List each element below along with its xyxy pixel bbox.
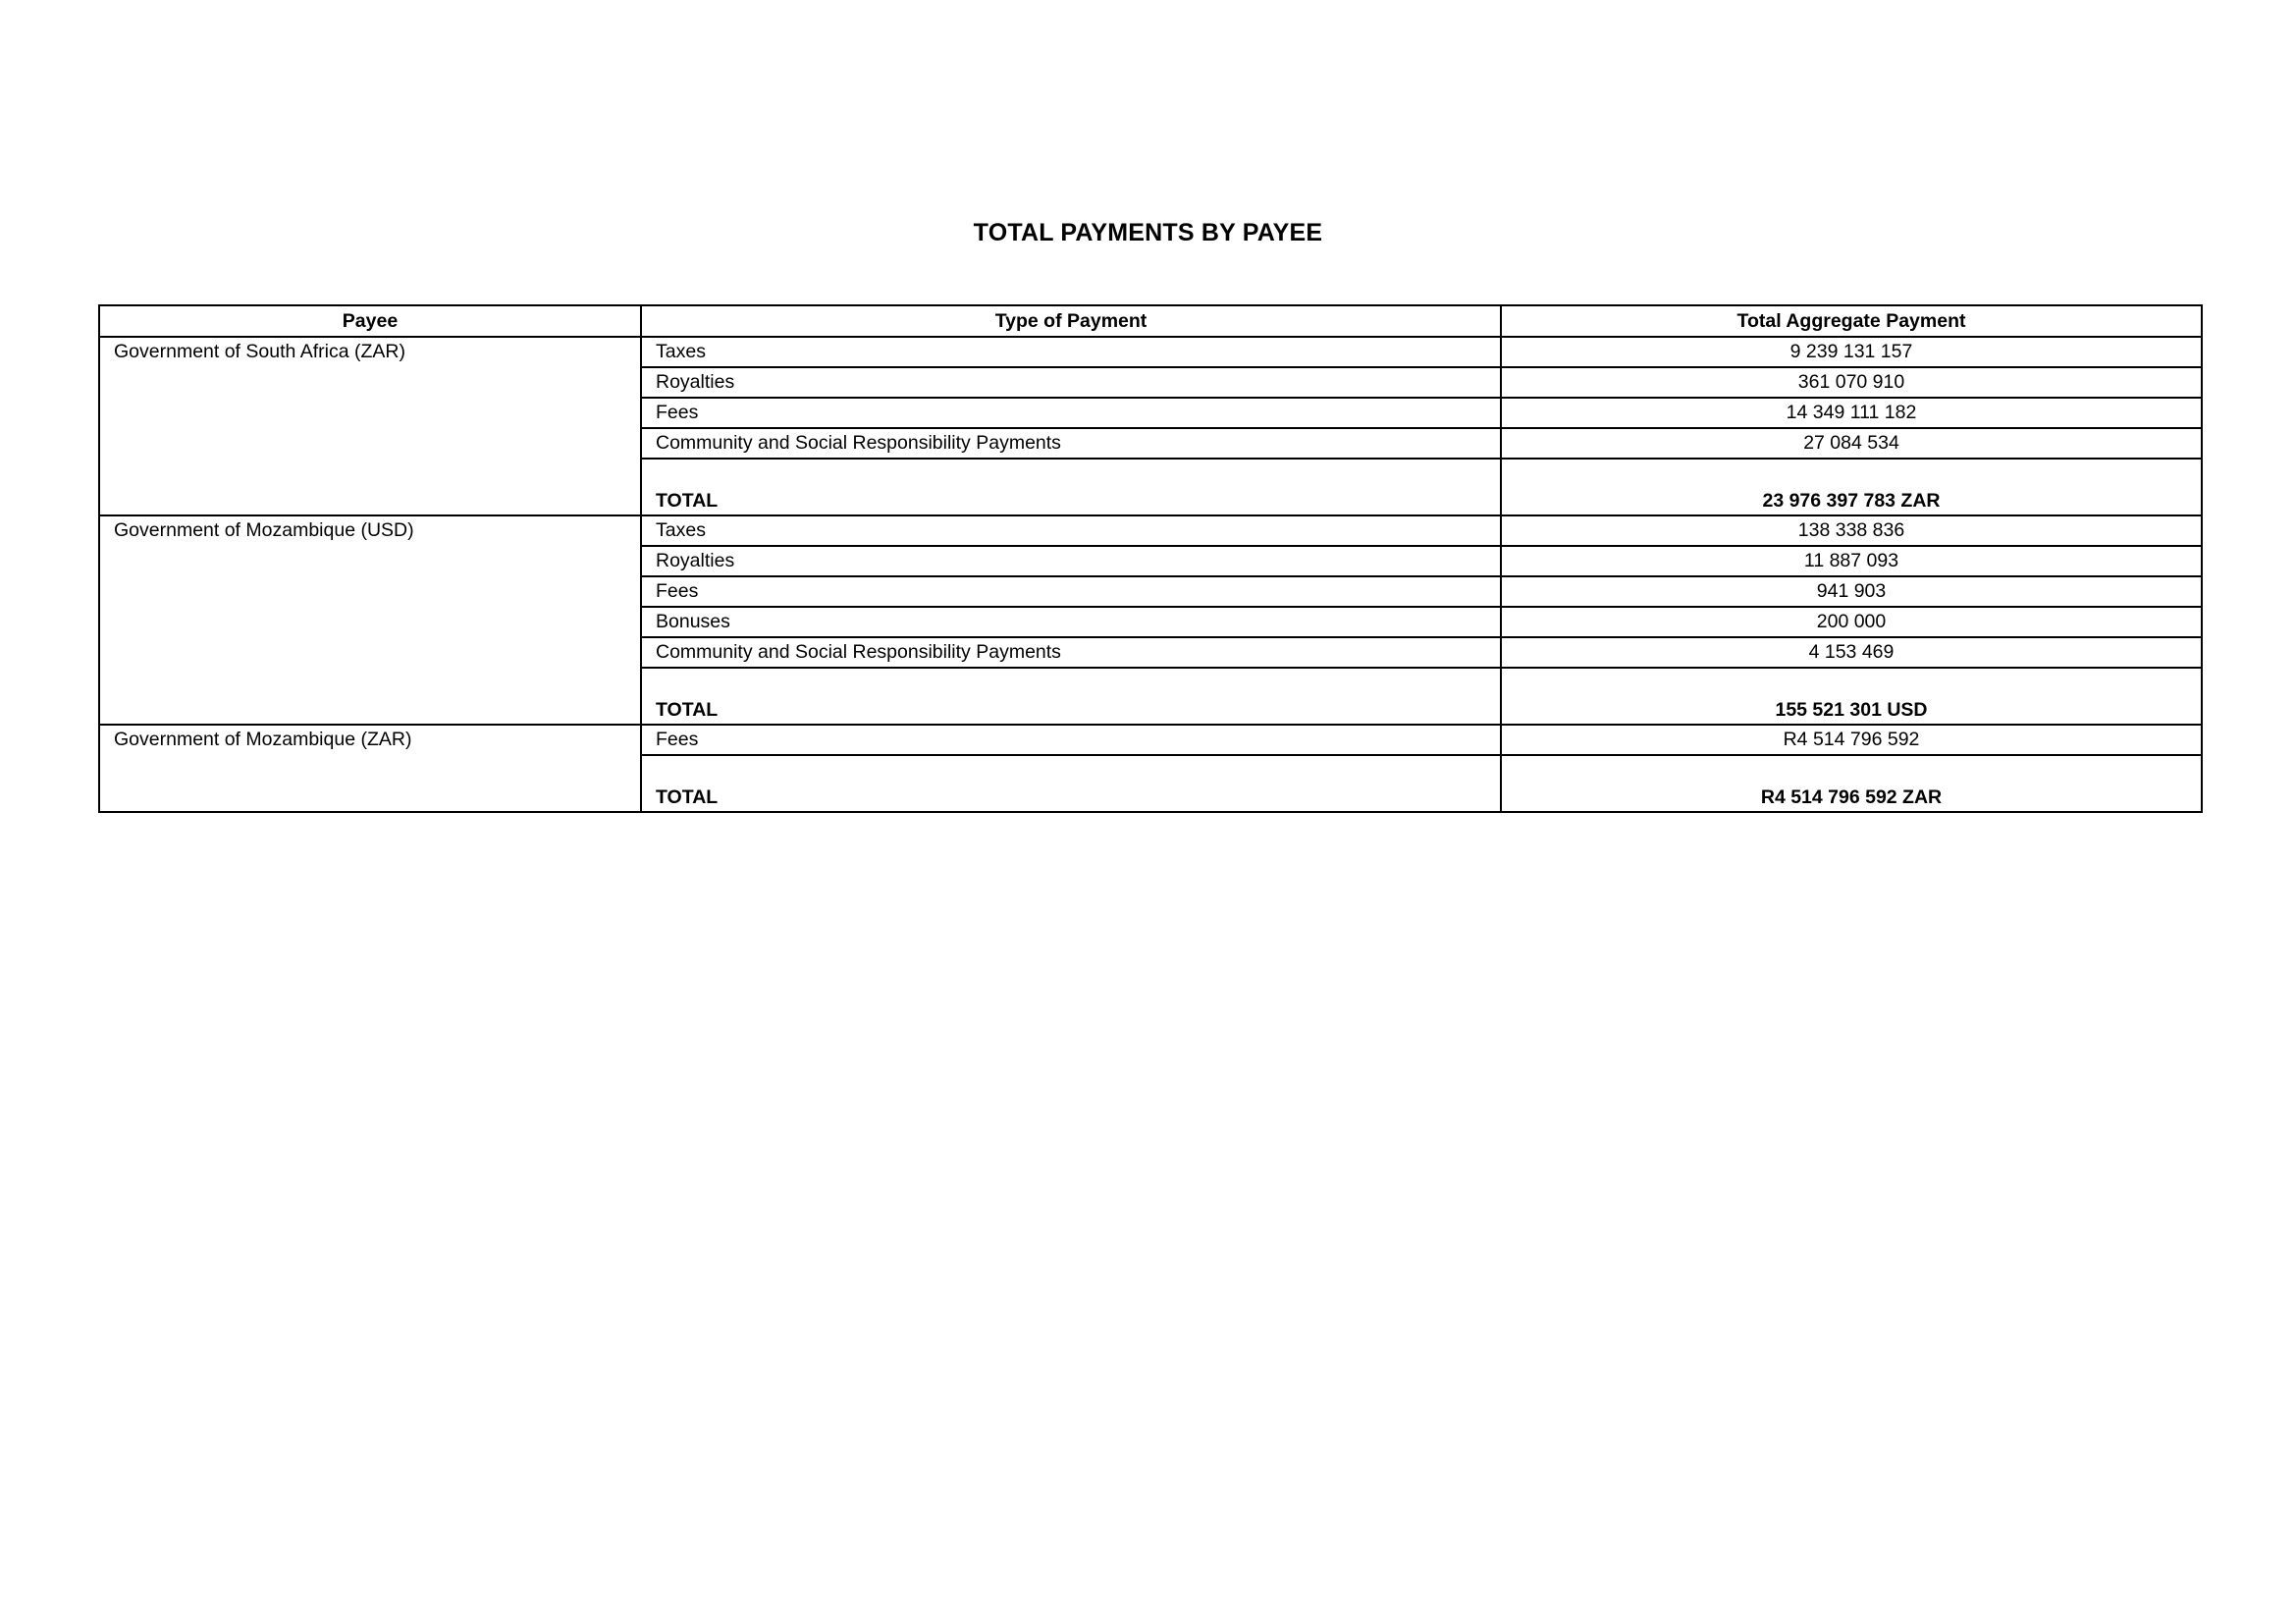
payment-amount-cell: 14 349 111 182 (1501, 398, 2202, 428)
payments-table (98, 304, 2203, 813)
payment-amount-cell: 138 338 836 (1501, 515, 2202, 546)
total-label: TOTAL (641, 755, 1501, 812)
column-header-total-aggregate-payment: Total Aggregate Payment (1501, 305, 2202, 337)
payment-amount-cell: 941 903 (1501, 576, 2202, 607)
total-amount: 155 521 301 USD (1501, 668, 2202, 725)
payment-type-cell: Taxes (641, 337, 1501, 367)
payment-amount-cell: 4 153 469 (1501, 637, 2202, 668)
column-header-payee: Payee (99, 305, 641, 337)
payee-cell: Government of Mozambique (ZAR) (99, 725, 641, 812)
payment-amount-cell: 27 084 534 (1501, 428, 2202, 459)
payment-type-cell: Taxes (641, 515, 1501, 546)
payment-type-cell: Community and Social Responsibility Payments (641, 428, 1501, 459)
payee-cell: Government of South Africa (ZAR) (99, 337, 641, 515)
table-header-row (99, 305, 2202, 337)
total-label: TOTAL (641, 459, 1501, 515)
table-row (99, 515, 2202, 546)
payment-type-cell: Bonuses (641, 607, 1501, 637)
total-label: TOTAL (641, 668, 1501, 725)
payment-amount-cell: 9 239 131 157 (1501, 337, 2202, 367)
payment-type-cell: Community and Social Responsibility Payments (641, 637, 1501, 668)
payment-amount-cell: R4 514 796 592 (1501, 725, 2202, 755)
table-row (99, 725, 2202, 755)
total-amount: 23 976 397 783 ZAR (1501, 459, 2202, 515)
payment-type-cell: Royalties (641, 546, 1501, 576)
payment-type-cell: Fees (641, 576, 1501, 607)
column-header-type-of-payment: Type of Payment (641, 305, 1501, 337)
page-title: TOTAL PAYMENTS BY PAYEE (973, 219, 1323, 246)
payment-type-cell: Fees (641, 398, 1501, 428)
payment-amount-cell: 361 070 910 (1501, 367, 2202, 398)
payee-cell: Government of Mozambique (USD) (99, 515, 641, 725)
payment-amount-cell: 200 000 (1501, 607, 2202, 637)
table-row (99, 337, 2202, 367)
payment-type-cell: Fees (641, 725, 1501, 755)
total-amount: R4 514 796 592 ZAR (1501, 755, 2202, 812)
payment-type-cell: Royalties (641, 367, 1501, 398)
payment-amount-cell: 11 887 093 (1501, 546, 2202, 576)
